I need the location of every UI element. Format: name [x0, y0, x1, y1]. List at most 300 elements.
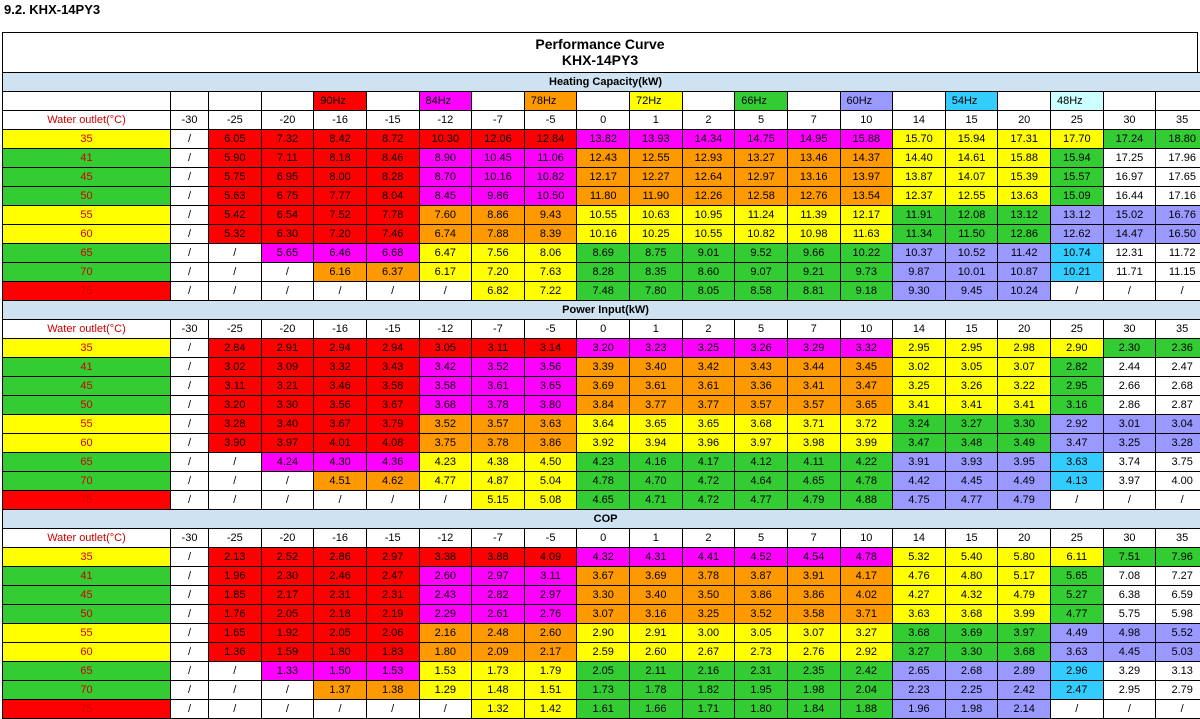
value-cell: 3.71 [840, 605, 893, 624]
value-cell: 2.91 [261, 339, 314, 358]
value-cell: / [209, 282, 262, 301]
value-cell: 8.28 [366, 168, 419, 187]
value-cell: 3.86 [787, 586, 840, 605]
value-cell: 11.06 [524, 149, 577, 168]
value-cell: 3.97 [261, 434, 314, 453]
value-cell: 4.27 [893, 586, 946, 605]
value-cell: 2.90 [1051, 339, 1104, 358]
value-cell: / [171, 130, 209, 149]
value-cell: 5.03 [1156, 643, 1200, 662]
value-cell: 1.36 [209, 643, 262, 662]
value-cell: 3.69 [577, 377, 630, 396]
value-cell: 3.56 [314, 396, 367, 415]
value-cell: 11.91 [893, 206, 946, 225]
value-cell: 3.20 [209, 396, 262, 415]
section-caption-row [3, 510, 1200, 529]
value-cell: 3.69 [945, 624, 998, 643]
value-cell: 5.80 [998, 548, 1051, 567]
value-cell: 3.78 [472, 434, 525, 453]
value-cell: 4.78 [577, 472, 630, 491]
value-cell: 1.53 [366, 662, 419, 681]
value-cell: / [171, 149, 209, 168]
ambient-temp-header: 30 [1103, 320, 1156, 339]
water-outlet-label: 35 [3, 548, 171, 567]
water-outlet-label: 65 [3, 244, 171, 263]
value-cell: 4.70 [630, 472, 683, 491]
value-cell: 12.27 [630, 168, 683, 187]
value-cell: 3.41 [945, 396, 998, 415]
value-cell: 3.64 [577, 415, 630, 434]
value-cell: 2.68 [945, 662, 998, 681]
value-cell: 4.22 [840, 453, 893, 472]
value-cell: 3.65 [682, 415, 735, 434]
ambient-temp-header: 14 [893, 529, 946, 548]
value-cell: 1.80 [419, 643, 472, 662]
value-cell: 12.31 [1103, 244, 1156, 263]
value-cell: 8.69 [577, 244, 630, 263]
value-cell: 3.52 [472, 358, 525, 377]
value-cell: 3.28 [1156, 434, 1200, 453]
value-cell: 3.05 [735, 624, 788, 643]
ambient-temp-header: 14 [893, 111, 946, 130]
value-cell: 4.32 [577, 548, 630, 567]
value-cell: 3.47 [893, 434, 946, 453]
value-cell: 1.78 [630, 681, 683, 700]
ambient-temp-header: -20 [261, 529, 314, 548]
value-cell: 3.25 [682, 605, 735, 624]
value-cell: 3.43 [366, 358, 419, 377]
value-cell: 3.00 [682, 624, 735, 643]
value-cell: 3.40 [630, 358, 683, 377]
value-cell: 10.16 [577, 225, 630, 244]
value-cell: 2.04 [840, 681, 893, 700]
header-row [3, 529, 1200, 548]
value-cell: 17.96 [1156, 149, 1200, 168]
value-cell: 3.25 [1103, 434, 1156, 453]
value-cell: 15.88 [998, 149, 1051, 168]
ambient-temp-header: 20 [998, 529, 1051, 548]
header-row [3, 111, 1200, 130]
frequency-cell [787, 92, 840, 111]
value-cell: 3.02 [209, 358, 262, 377]
ambient-temp-header: 2 [682, 320, 735, 339]
value-cell: 3.41 [787, 377, 840, 396]
value-cell: 3.79 [366, 415, 419, 434]
value-cell: 5.32 [893, 548, 946, 567]
value-cell: 3.07 [577, 605, 630, 624]
value-cell: 6.47 [419, 244, 472, 263]
table-row [3, 624, 1200, 643]
value-cell: / [1103, 282, 1156, 301]
value-cell: 3.45 [840, 358, 893, 377]
value-cell: 8.18 [314, 149, 367, 168]
value-cell: 6.68 [366, 244, 419, 263]
value-cell: 2.30 [1103, 339, 1156, 358]
value-cell: 2.06 [366, 624, 419, 643]
value-cell: 3.25 [682, 339, 735, 358]
value-cell: / [209, 681, 262, 700]
value-cell: 16.76 [1156, 206, 1200, 225]
value-cell: 4.79 [787, 491, 840, 510]
value-cell: 3.04 [1156, 415, 1200, 434]
value-cell: 2.97 [472, 567, 525, 586]
frequency-cell [682, 92, 735, 111]
value-cell: 7.63 [524, 263, 577, 282]
value-cell: / [209, 662, 262, 681]
value-cell: 6.05 [209, 130, 262, 149]
value-cell: 9.87 [893, 263, 946, 282]
header-row [3, 320, 1200, 339]
value-cell: 4.62 [366, 472, 419, 491]
value-cell: 3.27 [893, 643, 946, 662]
section-caption: Power Input(kW) [3, 301, 1200, 320]
value-cell: 15.02 [1103, 206, 1156, 225]
value-cell: 13.87 [893, 168, 946, 187]
value-cell: 5.15 [472, 491, 525, 510]
value-cell: 14.40 [893, 149, 946, 168]
value-cell: 3.58 [419, 377, 472, 396]
value-cell: 2.18 [314, 605, 367, 624]
table-row [3, 396, 1200, 415]
value-cell: 8.28 [577, 263, 630, 282]
value-cell: 10.52 [945, 244, 998, 263]
ambient-temp-header: 0 [577, 320, 630, 339]
value-cell: 2.36 [1156, 339, 1200, 358]
ambient-temp-header: -30 [171, 529, 209, 548]
table-row [3, 586, 1200, 605]
value-cell: 2.52 [261, 548, 314, 567]
ambient-temp-header: -5 [524, 320, 577, 339]
value-cell: 3.05 [419, 339, 472, 358]
value-cell: / [171, 225, 209, 244]
value-cell: 3.50 [682, 586, 735, 605]
value-cell: 6.59 [1156, 586, 1200, 605]
value-cell: 1.29 [419, 681, 472, 700]
value-cell: 7.48 [577, 282, 630, 301]
value-cell: 3.65 [524, 377, 577, 396]
value-cell: 4.11 [787, 453, 840, 472]
value-cell: 11.80 [577, 187, 630, 206]
value-cell: 12.64 [682, 168, 735, 187]
value-cell: 8.72 [366, 130, 419, 149]
ambient-temp-header: 35 [1156, 320, 1200, 339]
table-row [3, 567, 1200, 586]
value-cell: 2.05 [261, 605, 314, 624]
value-cell: 2.42 [840, 662, 893, 681]
water-outlet-label: 55 [3, 415, 171, 434]
ambient-temp-header: 25 [1051, 529, 1104, 548]
value-cell: 2.16 [419, 624, 472, 643]
ambient-temp-header: -12 [419, 320, 472, 339]
value-cell: 3.69 [630, 567, 683, 586]
value-cell: 4.78 [840, 548, 893, 567]
water-outlet-header: Water outlet(°C) [3, 111, 171, 130]
value-cell: / [366, 491, 419, 510]
table-row [3, 187, 1200, 206]
water-outlet-label: 55 [3, 206, 171, 225]
value-cell: 1.32 [472, 700, 525, 719]
ambient-temp-header: 7 [787, 529, 840, 548]
value-cell: 2.60 [419, 567, 472, 586]
water-outlet-label: 35 [3, 130, 171, 149]
value-cell: 12.37 [893, 187, 946, 206]
value-cell: 7.78 [366, 206, 419, 225]
value-cell: 1.92 [261, 624, 314, 643]
value-cell: 10.45 [472, 149, 525, 168]
ambient-temp-header: 25 [1051, 320, 1104, 339]
value-cell: 2.23 [893, 681, 946, 700]
value-cell: / [1103, 700, 1156, 719]
value-cell: 10.55 [577, 206, 630, 225]
value-cell: 4.76 [893, 567, 946, 586]
value-cell: 2.79 [1156, 681, 1200, 700]
value-cell: / [171, 681, 209, 700]
value-cell: 12.84 [524, 130, 577, 149]
value-cell: / [261, 263, 314, 282]
value-cell: 5.65 [1051, 567, 1104, 586]
value-cell: 12.55 [945, 187, 998, 206]
value-cell: 2.35 [787, 662, 840, 681]
value-cell: 2.43 [419, 586, 472, 605]
value-cell: 13.12 [998, 206, 1051, 225]
value-cell: 3.58 [366, 377, 419, 396]
value-cell: 12.17 [840, 206, 893, 225]
value-cell: / [171, 472, 209, 491]
table-row [3, 643, 1200, 662]
value-cell: / [171, 491, 209, 510]
value-cell: 3.27 [840, 624, 893, 643]
value-cell: 4.01 [314, 434, 367, 453]
value-cell: 3.47 [1051, 434, 1104, 453]
value-cell: 3.30 [945, 643, 998, 662]
value-cell: 3.30 [261, 396, 314, 415]
value-cell: 3.75 [419, 434, 472, 453]
value-cell: 12.08 [945, 206, 998, 225]
table-row [3, 662, 1200, 681]
value-cell: 4.49 [998, 472, 1051, 491]
value-cell: 1.79 [524, 662, 577, 681]
ambient-temp-header: 7 [787, 111, 840, 130]
value-cell: / [209, 472, 262, 491]
value-cell: 6.11 [1051, 548, 1104, 567]
frequency-cell [209, 92, 262, 111]
value-cell: 3.95 [998, 453, 1051, 472]
value-cell: 2.25 [945, 681, 998, 700]
value-cell: 1.88 [840, 700, 893, 719]
value-cell: 17.25 [1103, 149, 1156, 168]
value-cell: 9.21 [787, 263, 840, 282]
section-caption: Heating Capacity(kW) [3, 73, 1200, 92]
value-cell: 1.33 [261, 662, 314, 681]
page-title: Performance Curve [0, 36, 1200, 52]
value-cell: 2.73 [735, 643, 788, 662]
value-cell: 5.42 [209, 206, 262, 225]
value-cell: 2.59 [577, 643, 630, 662]
value-cell: 2.14 [998, 700, 1051, 719]
value-cell: 1.42 [524, 700, 577, 719]
frequency-cell [893, 92, 946, 111]
value-cell: 3.98 [787, 434, 840, 453]
value-cell: 9.18 [840, 282, 893, 301]
ambient-temp-header: -12 [419, 111, 472, 130]
value-cell: 2.94 [314, 339, 367, 358]
value-cell: 2.76 [524, 605, 577, 624]
value-cell: 3.28 [209, 415, 262, 434]
value-cell: 15.70 [893, 130, 946, 149]
value-cell: 3.30 [998, 415, 1051, 434]
value-cell: 3.78 [682, 567, 735, 586]
section-caption-row [3, 73, 1200, 92]
water-outlet-label: 45 [3, 168, 171, 187]
value-cell: 6.74 [419, 225, 472, 244]
value-cell: 3.67 [366, 396, 419, 415]
value-cell: 12.17 [577, 168, 630, 187]
value-cell: 1.65 [209, 624, 262, 643]
value-cell: / [209, 244, 262, 263]
value-cell: 7.88 [472, 225, 525, 244]
value-cell: / [171, 206, 209, 225]
value-cell: 4.72 [682, 472, 735, 491]
water-outlet-label: 55 [3, 624, 171, 643]
value-cell: / [171, 643, 209, 662]
value-cell: 1.66 [630, 700, 683, 719]
value-cell: / [1103, 491, 1156, 510]
value-cell: 1.98 [787, 681, 840, 700]
value-cell: 3.92 [577, 434, 630, 453]
value-cell: 9.86 [472, 187, 525, 206]
value-cell: 3.48 [945, 434, 998, 453]
value-cell: 10.16 [472, 168, 525, 187]
value-cell: 6.75 [261, 187, 314, 206]
value-cell: / [171, 434, 209, 453]
value-cell: 3.91 [893, 453, 946, 472]
value-cell: 2.92 [840, 643, 893, 662]
value-cell: 3.65 [840, 396, 893, 415]
ambient-temp-header: -30 [171, 111, 209, 130]
value-cell: 4.36 [366, 453, 419, 472]
value-cell: 1.51 [524, 681, 577, 700]
value-cell: 1.50 [314, 662, 367, 681]
frequency-cell: 54Hz [945, 92, 998, 111]
value-cell: 3.72 [840, 415, 893, 434]
value-cell: 6.46 [314, 244, 367, 263]
value-cell: 2.47 [1156, 358, 1200, 377]
water-outlet-label: 50 [3, 605, 171, 624]
value-cell: 2.11 [630, 662, 683, 681]
value-cell: 3.21 [261, 377, 314, 396]
ambient-temp-header: 20 [998, 320, 1051, 339]
ambient-temp-header: -16 [314, 529, 367, 548]
value-cell: 8.81 [787, 282, 840, 301]
value-cell: / [314, 491, 367, 510]
water-outlet-label: 45 [3, 377, 171, 396]
value-cell: 3.61 [630, 377, 683, 396]
value-cell: 8.58 [735, 282, 788, 301]
value-cell: 3.63 [893, 605, 946, 624]
ambient-temp-header: -5 [524, 529, 577, 548]
water-outlet-label: 75 [3, 700, 171, 719]
value-cell: 15.09 [1051, 187, 1104, 206]
ambient-temp-header: -12 [419, 529, 472, 548]
value-cell: 3.67 [314, 415, 367, 434]
section-caption: COP [3, 510, 1200, 529]
water-outlet-label: 41 [3, 567, 171, 586]
value-cell: 4.87 [472, 472, 525, 491]
value-cell: 2.05 [314, 624, 367, 643]
value-cell: / [261, 491, 314, 510]
value-cell: 1.61 [577, 700, 630, 719]
model-title: KHX-14PY3 [0, 52, 1200, 68]
value-cell: 5.40 [945, 548, 998, 567]
value-cell: 2.82 [1051, 358, 1104, 377]
value-cell: 3.01 [1103, 415, 1156, 434]
frequency-cell [366, 92, 419, 111]
value-cell: 6.95 [261, 168, 314, 187]
value-cell: 3.30 [577, 586, 630, 605]
value-cell: 3.40 [261, 415, 314, 434]
value-cell: 2.84 [209, 339, 262, 358]
value-cell: 2.92 [1051, 415, 1104, 434]
ambient-temp-header: -7 [472, 320, 525, 339]
value-cell: 3.05 [945, 358, 998, 377]
table-row [3, 472, 1200, 491]
value-cell: 3.52 [735, 605, 788, 624]
value-cell: 3.16 [1051, 396, 1104, 415]
value-cell: 3.57 [735, 396, 788, 415]
value-cell: 5.65 [261, 244, 314, 263]
water-outlet-label: 41 [3, 149, 171, 168]
value-cell: 7.46 [366, 225, 419, 244]
value-cell: 3.75 [1156, 453, 1200, 472]
value-cell: 3.68 [998, 643, 1051, 662]
table-row [3, 206, 1200, 225]
value-cell: 8.06 [524, 244, 577, 263]
value-cell: 1.59 [261, 643, 314, 662]
ambient-temp-header: 0 [577, 111, 630, 130]
value-cell: 7.56 [472, 244, 525, 263]
table-row [3, 434, 1200, 453]
value-cell: 3.80 [524, 396, 577, 415]
value-cell: 10.95 [682, 206, 735, 225]
value-cell: / [419, 700, 472, 719]
value-cell: 2.17 [524, 643, 577, 662]
value-cell: / [171, 624, 209, 643]
value-cell: 2.65 [893, 662, 946, 681]
value-cell: 1.38 [366, 681, 419, 700]
value-cell: 8.60 [682, 263, 735, 282]
value-cell: 10.55 [682, 225, 735, 244]
value-cell: 4.23 [419, 453, 472, 472]
value-cell: 10.01 [945, 263, 998, 282]
frequency-cell: 84Hz [419, 92, 472, 111]
value-cell: 2.95 [893, 339, 946, 358]
value-cell: 2.76 [787, 643, 840, 662]
value-cell: 14.75 [735, 130, 788, 149]
value-cell: / [1156, 700, 1200, 719]
value-cell: 12.97 [735, 168, 788, 187]
value-cell: 4.08 [366, 434, 419, 453]
value-cell: / [261, 700, 314, 719]
water-outlet-label: 70 [3, 472, 171, 491]
water-outlet-header: Water outlet(°C) [3, 529, 171, 548]
value-cell: 1.95 [735, 681, 788, 700]
value-cell: 3.94 [630, 434, 683, 453]
value-cell: 7.96 [1156, 548, 1200, 567]
value-cell: 5.27 [1051, 586, 1104, 605]
value-cell: 10.21 [1051, 263, 1104, 282]
value-cell: 7.51 [1103, 548, 1156, 567]
value-cell: 16.44 [1103, 187, 1156, 206]
